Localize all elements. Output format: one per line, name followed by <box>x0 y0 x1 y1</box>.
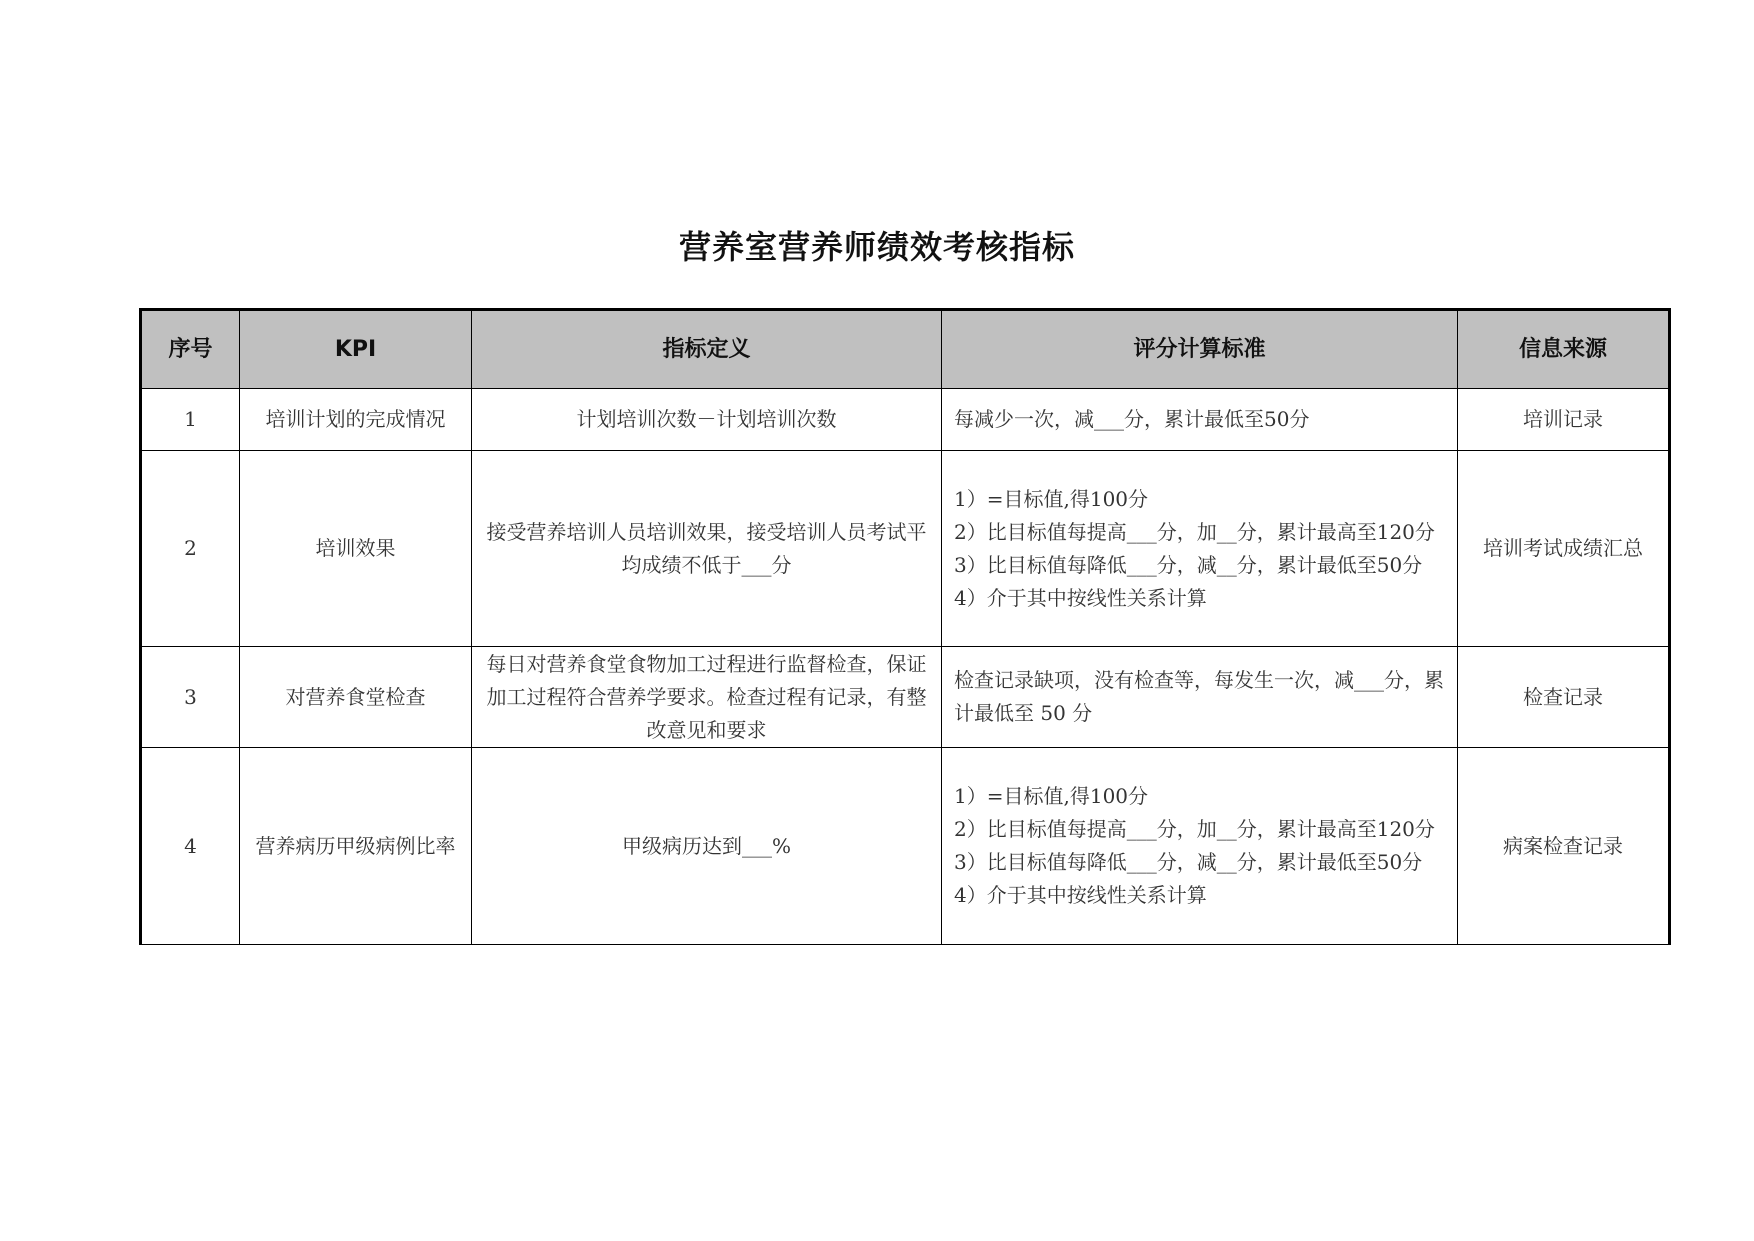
criteria-cell <box>942 389 1458 451</box>
criteria-line: 3）比目标值每降低___分，减__分，累计最低至50分 <box>954 552 1423 577</box>
row-number: 3 <box>141 647 240 748</box>
source-cell: 培训考试成绩汇总 <box>1458 451 1670 647</box>
table-row <box>141 389 1670 451</box>
definition-cell: 每日对营养食堂食物加工过程进行监督检查，保证加工过程符合营养学要求。检查过程有记录，有整改意见和要求 <box>472 647 942 748</box>
criteria-line: 1）=目标值,得100分 <box>954 784 1149 808</box>
table-row <box>141 748 1670 945</box>
header-definition: 指标定义 <box>472 310 942 389</box>
criteria-line: 4）介于其中按线性关系计算 <box>954 883 1207 907</box>
definition-cell: 计划培训次数－计划培训次数 <box>472 389 942 451</box>
definition-cell: 甲级病历达到___% <box>472 748 942 945</box>
criteria-cell <box>942 647 1458 748</box>
table-row <box>141 451 1670 647</box>
criteria-line: 4）介于其中按线性关系计算 <box>954 585 1207 610</box>
row-number: 2 <box>141 451 240 647</box>
kpi-cell: 营养病历甲级病例比率 <box>240 748 472 945</box>
table-row <box>141 647 1670 748</box>
header-criteria: 评分计算标准 <box>942 310 1458 389</box>
kpi-cell: 培训计划的完成情况 <box>240 389 472 451</box>
criteria-cell <box>942 748 1458 945</box>
kpi-cell: 培训效果 <box>240 451 472 647</box>
header-source: 信息来源 <box>1458 310 1670 389</box>
header-no: 序号 <box>141 310 240 389</box>
definition-cell: 接受营养培训人员培训效果，接受培训人员考试平均成绩不低于___分 <box>472 451 942 647</box>
kpi-cell: 对营养食堂检查 <box>240 647 472 748</box>
row-number: 4 <box>141 748 240 945</box>
source-cell: 检查记录 <box>1458 647 1670 748</box>
criteria-line: 1）=目标值,得100分 <box>954 486 1149 511</box>
header-kpi: KPI <box>240 310 472 389</box>
document-title: 营养室营养师绩效考核指标 <box>678 228 1075 266</box>
criteria-line: 检查记录缺项，没有检查等，每发生一次，减___分，累计最低至 50 分 <box>954 668 1444 725</box>
table-header-row <box>141 310 1670 389</box>
criteria-line: 每减少一次，减___分，累计最低至50分 <box>954 407 1310 431</box>
criteria-line: 2）比目标值每提高___分，加__分，累计最高至120分 <box>954 817 1435 841</box>
row-number: 1 <box>141 389 240 451</box>
criteria-line: 3）比目标值每降低___分，减__分，累计最低至50分 <box>954 850 1423 874</box>
source-cell: 培训记录 <box>1458 389 1670 451</box>
criteria-cell <box>942 451 1458 647</box>
criteria-line: 2）比目标值每提高___分，加__分，累计最高至120分 <box>954 519 1435 544</box>
kpi-table <box>139 308 1671 945</box>
source-cell: 病案检查记录 <box>1458 748 1670 945</box>
